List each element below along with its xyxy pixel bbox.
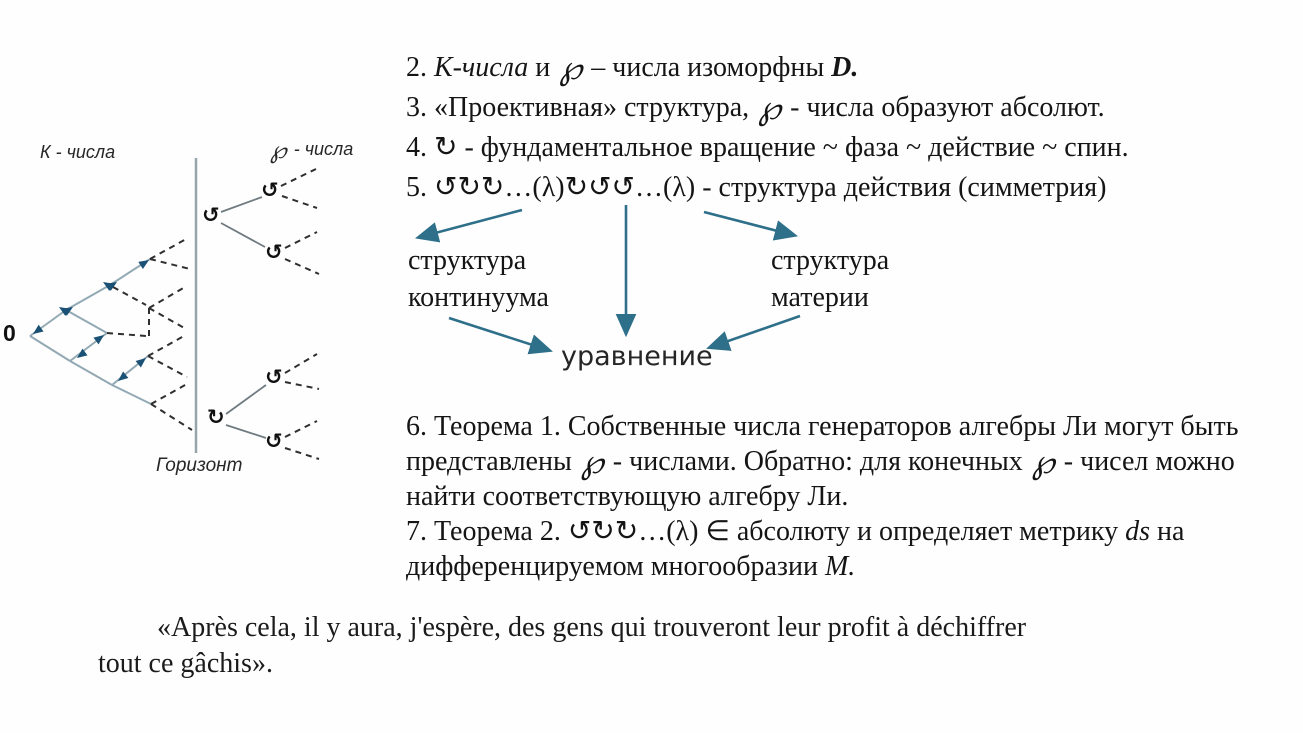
theorem2-line1-b: на [1150, 516, 1185, 547]
theorem1-line2 [406, 444, 1239, 479]
theorem1-line2-b: - числами. Обратно: для конечных [605, 446, 1030, 477]
item3-tail: - числа образуют абсолют. [783, 92, 1105, 123]
rotation-node-icon: ↻ [207, 405, 225, 429]
theorem2-line1 [406, 514, 1239, 549]
script-p-symbol: ℘ [270, 136, 287, 164]
script-p-symbol: ℘ [559, 48, 583, 87]
continuum-structure-line1: структура [408, 245, 527, 276]
rotation-node-icon: ↺ [265, 365, 283, 389]
list-item-3 [406, 88, 1129, 128]
rotation-node-icon: ↺ [261, 178, 279, 202]
theorem1-line2-a: представлены [406, 446, 579, 477]
item5-text: 5. ↺↻↻…(λ)↻↺↺…(λ) - структура действия (симметрия) [406, 172, 1107, 203]
k-p-numbers-diagram [0, 130, 380, 490]
french-quote-line2: tout ce gâchis». [98, 648, 273, 679]
horizon-label: Горизонт [156, 455, 243, 476]
matter-structure-label [771, 242, 889, 316]
theorem2-line2-a: дифференцируемом многообразии [406, 551, 825, 582]
theorem1-line3 [406, 479, 1239, 514]
arrow-to-continuum-structure [420, 210, 522, 237]
item2-mid: и [528, 52, 558, 83]
k-numbers-label: К - числа [40, 142, 116, 162]
item3-prefix: 3. «Проективная» структура, [406, 92, 757, 123]
matter-structure-line2: материи [771, 282, 869, 313]
item2-tail: – числа изоморфны [584, 52, 832, 83]
theorem2-line2 [406, 549, 1239, 584]
theorem2-m: M. [824, 551, 856, 582]
rotation-node-icon: ↺ [202, 203, 220, 227]
equation-label: уравнение [561, 341, 713, 372]
numbered-list [406, 48, 1129, 208]
matter-structure-line1: структура [771, 245, 890, 276]
k-lattice-dashed-edges [107, 238, 192, 430]
continuum-structure-line2: континуума [408, 282, 549, 313]
item2-d: D. [831, 52, 859, 83]
theorem1-line3-text: найти соответствующую алгебру Ли. [406, 481, 849, 512]
item4-text: 4. ↻ - фундаментальное вращение ~ фаза ~ действие ~ спин. [406, 132, 1129, 163]
arrow-continuum-to-equation [449, 318, 548, 350]
arrow-matter-to-equation [711, 316, 800, 347]
rotation-node-icon: ↺ [265, 429, 283, 453]
french-quote-line1: «Après cela, il y aura, j'espère, des gens qui trouveront leur profit à déchiffrer [157, 612, 1027, 643]
script-p-symbol: ℘ [1031, 442, 1055, 481]
theorem1-line1-text: 6. Теорема 1. Собственные числа генераторов алгебры Ли могут быть [406, 411, 1239, 442]
k-lattice-arrowheads [31, 256, 152, 384]
p-numbers-label-text: - числа [288, 139, 354, 159]
p-numbers-label [268, 136, 354, 164]
list-item-4 [406, 128, 1129, 168]
zero-origin-label: 0 [3, 320, 16, 346]
p-tree-edges [221, 197, 266, 438]
item2-k-chisla: К-числа [434, 52, 529, 83]
p-tree-dashed-edges [281, 169, 319, 459]
item2-number: 2. [406, 52, 434, 83]
continuum-structure-label [408, 242, 549, 316]
script-p-symbol: ℘ [758, 88, 782, 127]
arrow-to-matter-structure [704, 212, 793, 235]
k-lattice-edges [30, 259, 151, 404]
list-item-2 [406, 48, 1129, 88]
theorem2-line1-a: 7. Теорема 2. ↺↻↻…(λ) ∈ абсолюту и определяет метрику [406, 516, 1126, 547]
theorem2-ds: ds [1125, 516, 1151, 547]
rotation-node-icon: ↺ [265, 240, 283, 264]
script-p-symbol: ℘ [580, 442, 604, 481]
theorems-block [406, 409, 1239, 584]
theorem1-line1 [406, 409, 1239, 444]
theorem1-line2-c: - чисел можно [1056, 446, 1235, 477]
